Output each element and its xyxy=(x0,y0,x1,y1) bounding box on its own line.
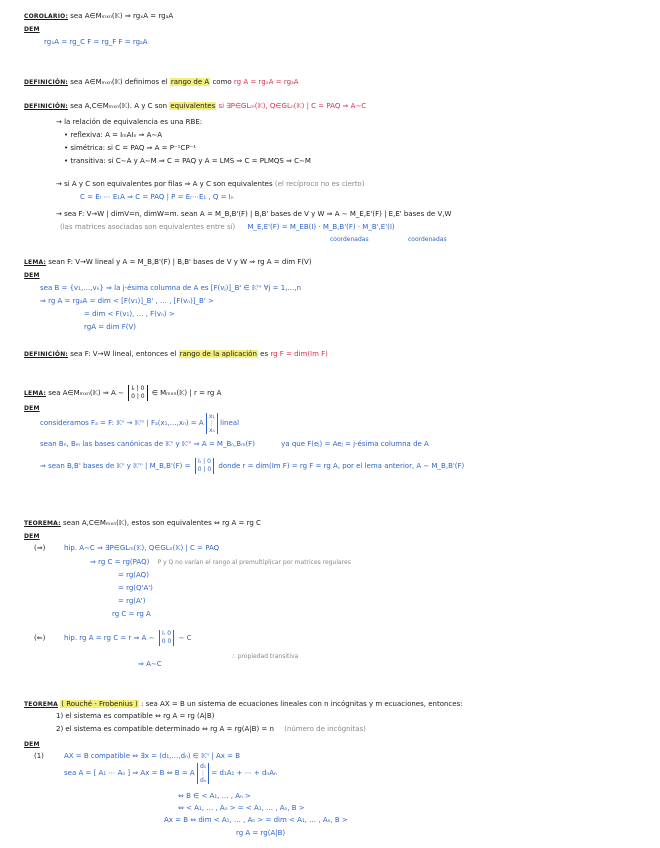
definition-formula: si ∃P∈GLₘ(𝕂), Q∈GLₙ(𝕂) | C = PAQ ⇒ A∼C xyxy=(218,102,367,110)
proof-line xyxy=(64,628,192,648)
item-aside: (número de incógnitas) xyxy=(284,725,366,733)
teorema-equivalencia xyxy=(24,519,261,528)
statement-text: sean A,C∈Mₘₓₙ(𝕂), estos son equivalentes ⇔ rg A = rg C xyxy=(62,519,261,527)
proof-text: ∼ C xyxy=(178,634,192,642)
vector-entry: ⋮ xyxy=(200,769,207,777)
block-matrix xyxy=(159,630,175,646)
proof-note: ∴ propiedad transitiva xyxy=(232,653,299,660)
proof-line: = rg(Q'A') xyxy=(118,584,153,592)
proof-text: sean Bₙ, Bₘ las bases canónicas de 𝕂ⁿ y 𝕂ᵐ ⇒ A = M_Bₙ,Bₘ(F) xyxy=(40,440,255,448)
statement-text: sea A∈Mₘₓₙ(𝕂) ⇒ rgₓA = rgₐA xyxy=(70,12,174,20)
dem-label: DEM xyxy=(24,26,40,33)
note-text: → si A y C son equivalentes por filas ⇒ A y C son equivalentes xyxy=(56,180,273,188)
note-aside: (el recíproco no es cierto) xyxy=(274,180,365,188)
proof-line xyxy=(40,456,464,476)
proof-text: hip. rg A = rg C = r ⇒ A ∼ xyxy=(64,634,155,642)
item-text: 2) el sistema es compatible determinado ⇔ rg A = rg(A|B) = n xyxy=(56,725,274,733)
matrix-row: Iᵣ | 0 xyxy=(131,385,145,392)
proof-line: = dim < F(v₁), … , F(vₙ) > xyxy=(84,310,175,318)
section-label: TEOREMA xyxy=(24,701,59,708)
direction-label: (⇒) xyxy=(34,544,46,552)
bullet-simetrica: • simétrica: si C = PAQ ⇒ A = P⁻¹CP⁻¹ xyxy=(64,144,197,152)
proof-line: = rg(A') xyxy=(118,597,146,605)
statement-text: sea A∈Mₘₓₙ(𝕂) definimos el xyxy=(70,78,168,86)
lema-forma-normal xyxy=(24,384,221,403)
connector-text: es xyxy=(260,350,269,358)
column-vector xyxy=(197,763,209,784)
note-line: → la relación de equivalencia es una RBE: xyxy=(56,118,203,126)
enumerated-item: 1) el sistema es compatible ⇔ rg A = rg (A|B) xyxy=(56,712,215,720)
matrix-row: 0 0 xyxy=(161,638,172,645)
direction-label: (1) xyxy=(34,752,44,760)
highlight-term: equivalentes xyxy=(170,102,216,110)
dem-label: DEM xyxy=(24,405,40,412)
proof-line xyxy=(40,440,429,449)
section-label: DEFINICIÓN: xyxy=(24,103,69,110)
note-formula: M_E,E'(F) = M_EB(I) · M_B,B'(F) · M_B',E'(I) xyxy=(247,223,395,231)
bullet-reflexiva: • reflexiva: A = IₘAIₙ ⇒ A∼A xyxy=(64,131,163,139)
note-line: → sea F: V→W | dimV=n, dimW=m. sean A = M_B,B'(F) | B,B' bases de V y W ⇒ A ∼ M_E,E'(F) | E,E' bases de V,W xyxy=(56,210,452,218)
column-vector xyxy=(206,413,218,434)
highlight-term: ( Rouché - Frobenius ) xyxy=(61,700,138,708)
dem-label: DEM xyxy=(24,533,40,540)
statement-text: sea A,C∈Mₘₓₙ(𝕂). A y C son xyxy=(70,102,168,110)
matrix-row: Iᵣ 0 xyxy=(162,630,172,637)
proof-line xyxy=(90,558,351,567)
proof-line: rg A = rg(A|B) xyxy=(236,829,286,837)
connector-text: como xyxy=(212,78,232,86)
underbrace-label: coordenadas xyxy=(408,236,447,243)
definicion-rango xyxy=(24,78,299,87)
enumerated-item xyxy=(56,725,366,734)
matrix-row: 0 | 0 xyxy=(131,393,145,400)
direction-label: (⇐) xyxy=(34,634,46,642)
proof-line: ⇒ rg A = rgₐA = dim < [F(v₁)]_B' , … , [F(vₙ)]_B' > xyxy=(40,297,214,305)
proof-text: consideramos Fₐ = F: 𝕂ⁿ → 𝕂ᵐ | Fₐ(x₁,…,xₙ) = A xyxy=(40,419,204,427)
statement-text: : sea AX = B un sistema de ecuaciones lineales con n incógnitas y m ecuaciones, entonces: xyxy=(141,700,463,708)
proof-line: ⇒ A∼C xyxy=(138,660,162,668)
block-matrix xyxy=(128,385,147,401)
matrix-row: 0 | 0 xyxy=(197,466,212,473)
proof-line: ⇔ B ∈ < A₁, … , Aₙ > xyxy=(178,792,251,800)
definition-formula: rg A = rgₓA = rgₐA xyxy=(233,78,299,86)
vector-entry: xₙ xyxy=(208,426,215,434)
note-aside: (las matrices asociadas son equivalentes entre sí) xyxy=(60,223,236,231)
section-label: DEFINICIÓN: xyxy=(24,351,69,358)
vector-entry: d₁ xyxy=(199,762,207,770)
proof-note: P y Q no varían el rango al premultiplicar por matrices regulares xyxy=(157,559,351,566)
section-label: TEOREMA: xyxy=(24,520,61,527)
dem-label: DEM xyxy=(24,741,40,748)
bullet-transitiva: • transitiva: si C∼A y A∼M ⇒ C = PAQ y A = LMS ⇒ C = PLMQS ⇒ C∼M xyxy=(64,157,311,165)
statement-text: sea A∈Mₘₓₙ(𝕂) ⇒ A ∼ xyxy=(48,389,124,397)
highlight-term: rango de A xyxy=(170,78,210,86)
proof-text: ⇒ rg C = rg(PAQ) xyxy=(90,558,150,566)
corolario-statement xyxy=(24,12,173,21)
proof-text: = d₁A₁ + ⋯ + dₙAₙ xyxy=(211,769,277,777)
proof-line xyxy=(40,410,239,436)
note-line xyxy=(60,223,395,232)
statement-text: sean F: V→W lineal y A = M_B,B'(F) | B,B' bases de V y W ⇒ rg A = dim F(V) xyxy=(48,258,312,266)
matrix-row: Iᵣ | 0 xyxy=(197,458,211,465)
vector-entry: dₙ xyxy=(199,776,207,784)
lema-rango-imagen xyxy=(24,258,312,267)
underbrace-label: coordenadas xyxy=(330,236,369,243)
proof-text: lineal xyxy=(220,419,240,427)
proof-text: donde r = dim(Im F) = rg F = rg A, por el lema anterior, A ∼ M_B,B'(F) xyxy=(218,462,465,470)
definition-formula: rg F = dim(Im F) xyxy=(270,350,328,358)
proof-line: hip. A∼C ⇒ ∃P∈GLₘ(𝕂), Q∈GLₙ(𝕂) | C = PAQ xyxy=(64,544,220,552)
proof-line: rgₓA = rg_C F = rg_F F = rgₐA xyxy=(44,38,148,46)
definicion-equivalentes xyxy=(24,102,366,111)
note-proof: C = Eᵣ ⋯ E₁A ⇒ C = PAQ | P = Eᵣ⋯E₁ , Q = Iₙ xyxy=(80,193,234,201)
statement-tail: ∈ Mₘₓₙ(𝕂) | r = rg A xyxy=(151,389,222,397)
definicion-rango-aplicacion xyxy=(24,350,328,359)
highlight-term: rango de la aplicación xyxy=(179,350,257,358)
proof-line: = rg(AQ) xyxy=(118,571,149,579)
statement-text: sea F: V→W lineal, entonces el xyxy=(70,350,177,358)
proof-text: ⇒ sean B,B' bases de 𝕂ⁿ y 𝕂ᵐ | M_B,B'(F) = xyxy=(40,462,191,470)
proof-line: rgA = dim F(V) xyxy=(84,323,137,331)
section-label: LEMA: xyxy=(24,259,47,266)
proof-line: ⇔ < A₁, … , Aₙ > = < A₁, … , Aₙ, B > xyxy=(178,804,305,812)
proof-line: AX = B compatible ⇔ ∃x = (d₁,…,dₙ) ∈ 𝕂ⁿ | Ax = B xyxy=(64,752,241,760)
teorema-rouche-frobenius xyxy=(24,700,463,709)
section-label: LEMA: xyxy=(24,390,47,397)
section-label: COROLARIO: xyxy=(24,13,69,20)
proof-line: Ax = B ⇔ dim < A₁, … , Aₙ > = dim < A₁, … , Aₙ, B > xyxy=(164,816,348,824)
proof-text: ya que F(eⱼ) = Aeⱼ = j-ésima columna de A xyxy=(281,440,429,448)
section-label: DEFINICIÓN: xyxy=(24,79,69,86)
proof-line: rg C = rg A xyxy=(112,610,151,618)
dem-label: DEM xyxy=(24,272,40,279)
note-line xyxy=(56,180,365,189)
proof-line xyxy=(64,760,277,786)
proof-line: sea B = {v₁,…,vₙ} ⇒ la j-ésima columna de A es [F(vⱼ)]_B' ∈ 𝕂ᵐ ∀j = 1,…,n xyxy=(40,284,302,292)
proof-text: sea A = [ A₁ ⋯ Aₙ ] ⇒ Ax = B ⇔ B = A xyxy=(64,769,195,777)
vector-entry: ⋮ xyxy=(208,419,215,427)
block-matrix xyxy=(195,458,214,474)
vector-entry: x₁ xyxy=(208,412,215,420)
